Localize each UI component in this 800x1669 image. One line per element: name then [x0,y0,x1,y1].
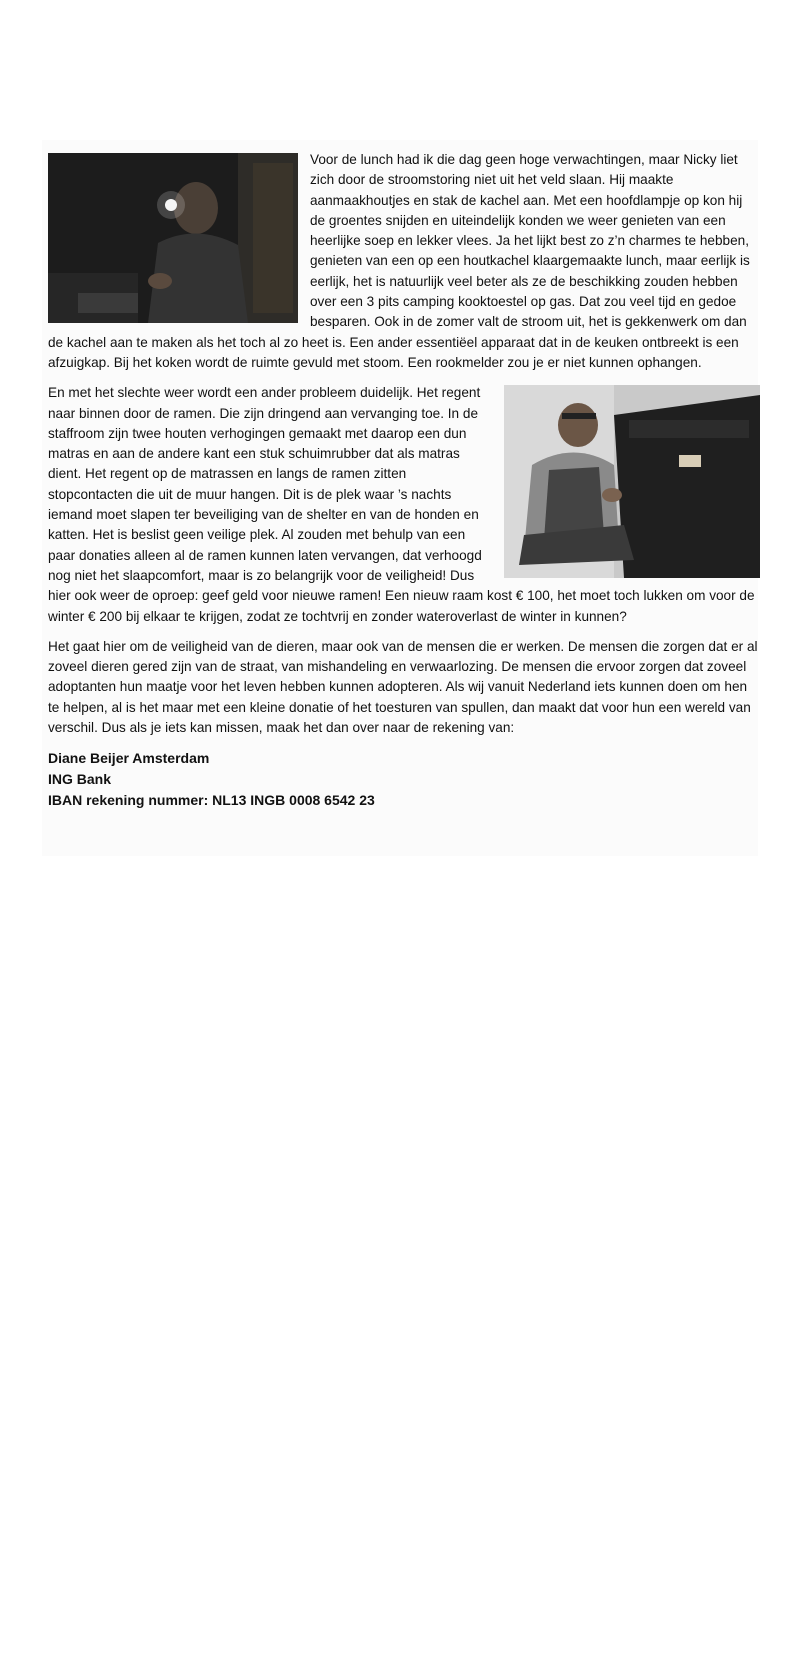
bank-details [48,748,760,811]
photo-man-with-headlamp [48,153,298,323]
bank-name: ING Bank [48,771,112,788]
paragraph-windows: En met het slechte weer wordt een ander probleem duidelijk. Het regent naar binnen door de ramen. Die zijn dringend aan vervanging toe. In de staffroom zijn twee houten verhogingen gemaakt met daarop een dun matras en aan de andere kant een stuk schuimrubber dat als matras dient. Het regent op de matrassen en langs de ramen zitten stopcontacten die uit de muur hangen. Dit is de plek waar ’s nachts iemand moet slapen ter beveiliging van de shelter en van de honden en katten. Het is beslist geen veilige plek. Al zouden met behulp van een paar donaties alleen al de ramen kunnen laten vervangen, dat verhoogd nog niet het slaapcomfort, maar is zo belangrijk voor de veiligheid! Dus hier ook weer de oproep: geef geld voor nieuwe ramen! Een nieuw raam kost € 100, het moet toch lukken om voor de winter € 200 bij elkaar te krijgen, zodat ze tochtvrij en zonder wateroverlast de winter in kunnen? [48,385,755,624]
paragraph-safety: Het gaat hier om de veiligheid van de dieren, maar ook van de mensen die er werken. De mensen die zorgen dat er al zoveel dieren gered zijn van de straat, van mishandeling en verwaarlozing. De mensen die ervoor zorgen dat zoveel adoptanten hun maatje voor het leven hebben kunnen adopteren. Als wij vanuit Nederland iets kunnen doen om hen te helpen, al is het maar met een kleine donatie of het toesturen van spullen, dan maakt dat voor hun een wereld van verschil. Dus als je iets kan missen, maak het dan over naar de rekening van: [48,638,758,736]
paragraph-lunch: Voor de lunch had ik die dag geen hoge verwachtingen, maar Nicky liet zich door de stroomstoring niet uit het veld slaan. Hij maakte aanmaakhoutjes en stak de kachel aan. Met een hoofdlampje op kon hij de groentes snijden en uiteindelijk konden we weer genieten van een heerlijke soep en lekker vlees. Ja het lijkt best zo z’n charmes te hebben, genieten van een op een houtkachel klaargemaakte lunch, maar eerlijk is eerlijk, het is natuurlijk veel beter als ze de beschikking zouden hebben over een 3 pits camping kooktoestel op gas. Dat zou veel tijd en gedoe besparen. Ook in de zomer valt de stroom uit, het is gekkenwerk om dan de kachel aan te maken als het toch al zo heet is. Een ander essentiëel apparaat dat in de keuken ontbreekt is een afzuigkap. Bij het koken wordt de ruimte gevuld met stoom. Een rookmelder zou je er niet kunnen ophangen. [48,152,750,370]
photo-man-at-stove [504,385,760,578]
iban-number: IBAN rekening nummer: NL13 INGB 0008 6542 23 [48,792,375,809]
article [48,150,760,811]
account-holder: Diane Beijer Amsterdam [48,750,210,767]
